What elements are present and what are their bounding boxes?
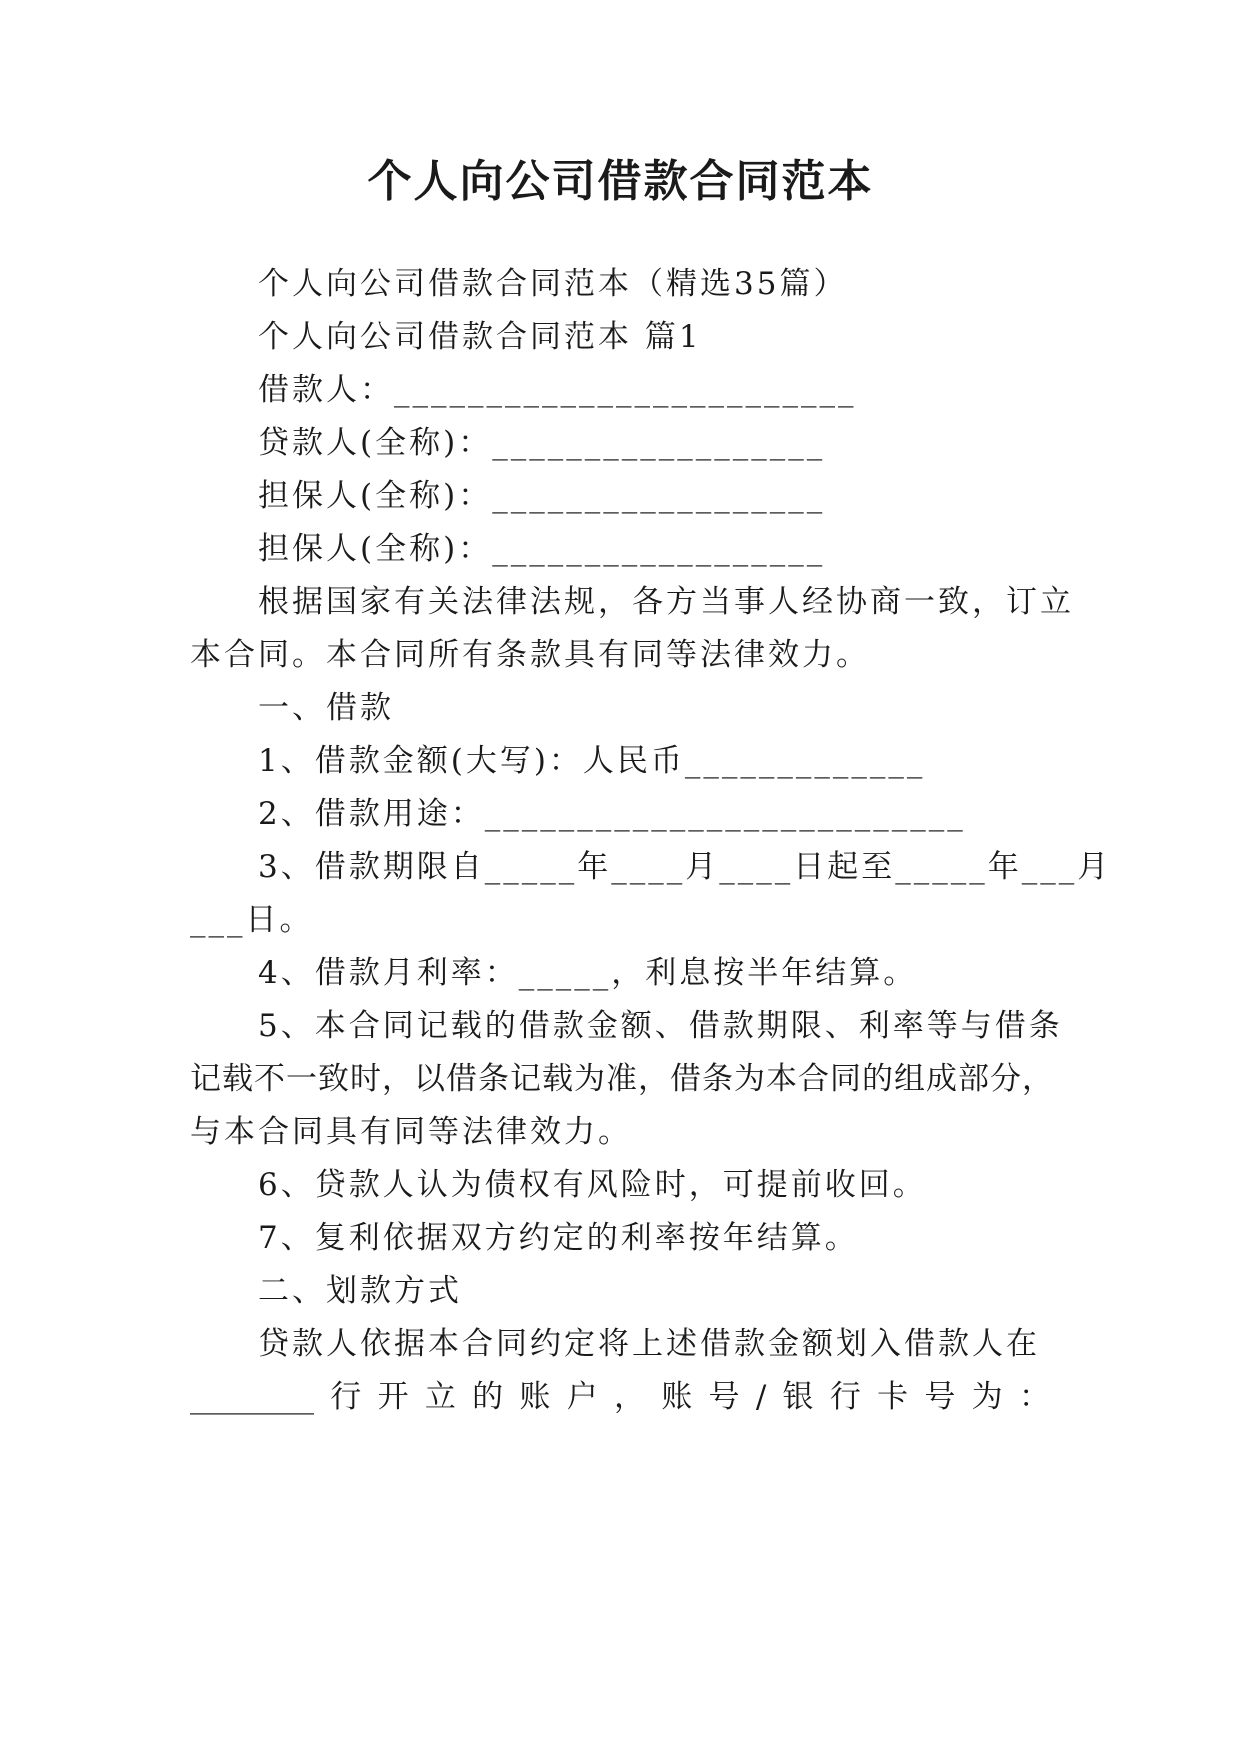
clause-item: 2、借款用途：__________________________ <box>258 796 966 832</box>
borrower-field: 借款人：_________________________ <box>258 372 857 408</box>
justified-char: 账 <box>661 1379 693 1415</box>
lender-field: 贷款人(全称)：__________________ <box>258 425 826 461</box>
paragraph-line: 根据国家有关法律法规，各方当事人经协商一致，订立 <box>258 584 1074 620</box>
account-blank: ________ <box>190 1379 314 1415</box>
clause-heading: 二、划款方式 <box>258 1273 462 1309</box>
justified-char: 卡 <box>877 1379 909 1415</box>
justified-char: 号 <box>924 1379 956 1415</box>
clause-item: 6、贷款人认为债权有风险时，可提前收回。 <box>258 1167 927 1203</box>
paragraph-line: 本合同。本合同所有条款具有同等法律效力。 <box>190 637 870 673</box>
justified-char: 为 <box>971 1379 1003 1415</box>
clause-heading: 一、借款 <box>258 690 394 726</box>
justified-char: ， <box>613 1379 645 1415</box>
paragraph-line: 贷款人依据本合同约定将上述借款金额划入借款人在 <box>258 1326 1040 1362</box>
guarantor-field-2: 担保人(全称)：__________________ <box>258 531 826 567</box>
section-heading: 个人向公司借款合同范本 篇1 <box>258 319 702 355</box>
clause-item-continued: 记载不一致时，以借条记载为准，借条为本合同的组成部分， <box>190 1061 1054 1097</box>
justified-char: ： <box>1018 1379 1050 1415</box>
clause-item-continued: 与本合同具有同等法律效力。 <box>190 1114 632 1150</box>
guarantor-field-1: 担保人(全称)：__________________ <box>258 478 826 514</box>
clause-item: 7、复利依据双方约定的利率按年结算。 <box>258 1220 859 1256</box>
justified-char: 立 <box>424 1379 456 1415</box>
justified-char: / <box>755 1379 767 1415</box>
justified-char: 的 <box>472 1379 504 1415</box>
justified-account-line <box>190 1375 1050 1419</box>
clause-item: 5、本合同记载的借款金额、借款期限、利率等与借条 <box>258 1008 1063 1044</box>
subtitle-line: 个人向公司借款合同范本（精选35篇） <box>258 266 848 302</box>
justified-char: 号 <box>708 1379 740 1415</box>
clause-item: 4、借款月利率：_____，利息按半年结算。 <box>258 955 918 991</box>
justified-char: 行 <box>829 1379 861 1415</box>
justified-char: 开 <box>377 1379 409 1415</box>
justified-char: 行 <box>330 1379 362 1415</box>
document-title: 个人向公司借款合同范本 <box>367 156 874 207</box>
clause-item: 1、借款金额(大写)：人民币_____________ <box>258 743 926 779</box>
clause-item: 3、借款期限自_____年____月____日起至_____年___月 <box>258 849 1112 885</box>
justified-char: 银 <box>782 1379 814 1415</box>
justified-char: 账 <box>519 1379 551 1415</box>
clause-item-continued: ___日。 <box>190 902 314 938</box>
justified-char: 户 <box>566 1379 598 1415</box>
